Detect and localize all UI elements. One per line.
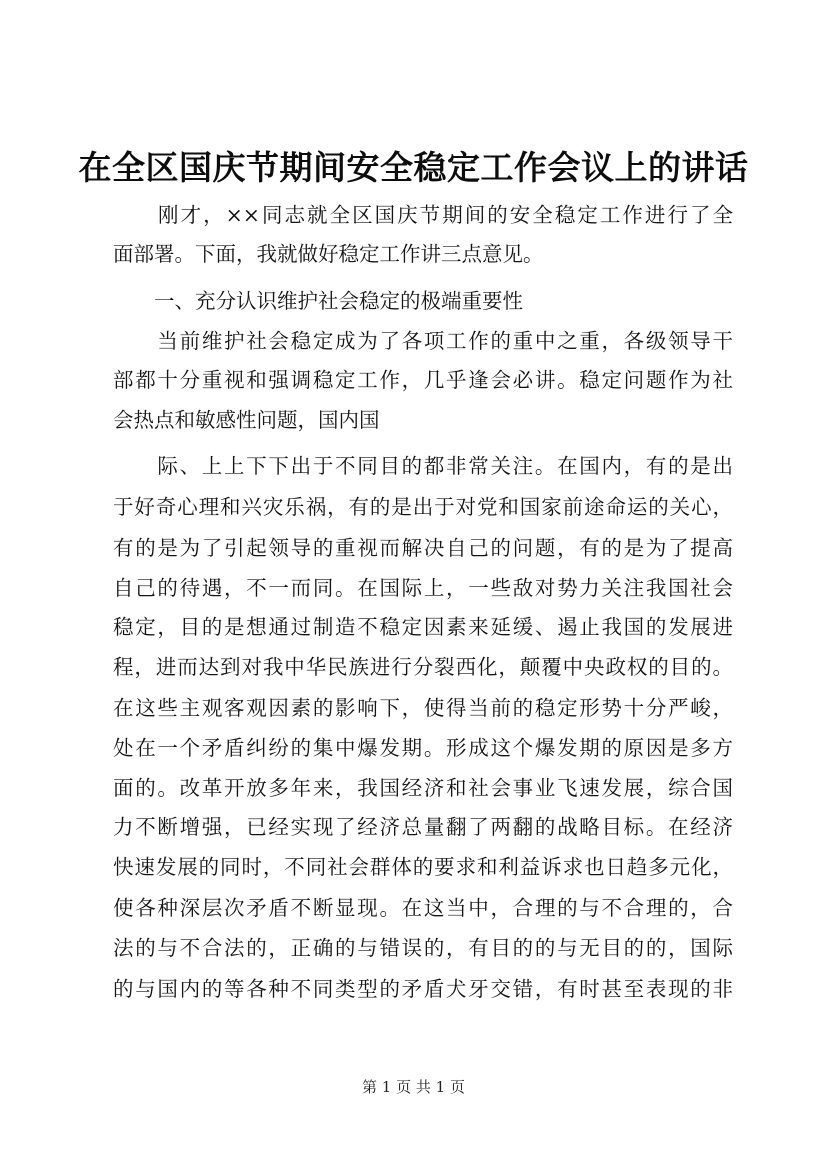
body-line: 会热点和敏感性问题，国内国 bbox=[113, 408, 380, 432]
body-line: 于好奇心理和兴灾乐祸，有的是出于对党和国家前途命运的关心， bbox=[113, 495, 733, 519]
body-line: 力不断增强，已经实现了经济总量翻了两翻的战略目标。在经济 bbox=[113, 815, 733, 839]
body-line: 法的与不合法的，正确的与错误的，有目的的与无目的的，国际 bbox=[113, 936, 733, 960]
body-line: 自己的待遇，不一而同。在国际上，一些敌对势力关注我国社会 bbox=[113, 576, 733, 600]
body-line: 使各种深层次矛盾不断显现。在这当中，合理的与不合理的，合 bbox=[113, 896, 733, 920]
body-line: 处在一个矛盾纠纷的集中爆发期。形成这个爆发期的原因是多方 bbox=[113, 736, 733, 760]
body-line: 刚才，××同志就全区国庆节期间的安全稳定工作进行了全 bbox=[113, 203, 733, 227]
body-line: 际、上上下下出于不同目的都非常关注。在国内，有的是出 bbox=[113, 454, 733, 478]
section-heading: 一、充分认识维护社会稳定的极端重要性 bbox=[113, 289, 523, 313]
body-line: 稳定，目的是想通过制造不稳定因素来延缓、遏止我国的发展进 bbox=[113, 615, 733, 639]
body-line: 面的。改革开放多年来，我国经济和社会事业飞速发展，综合国 bbox=[113, 776, 733, 800]
body-line: 快速发展的同时，不同社会群体的要求和利益诉求也日趋多元化， bbox=[113, 855, 733, 879]
body-line: 部都十分重视和强调稳定工作，几乎逢会必讲。稳定问题作为社 bbox=[113, 368, 733, 392]
body-line: 的与国内的等各种不同类型的矛盾犬牙交错，有时甚至表现的非 bbox=[113, 977, 733, 1001]
body-line: 程，进而达到对我中华民族进行分裂西化，颠覆中央政权的目的。 bbox=[113, 655, 733, 679]
page-number-footer: 第 1 页 共 1 页 bbox=[362, 1078, 465, 1096]
body-line: 有的是为了引起领导的重视而解决自己的问题，有的是为了提高 bbox=[113, 536, 733, 560]
page-title: 在全区国庆节期间安全稳定工作会议上的讲话 bbox=[78, 148, 749, 187]
body-line: 当前维护社会稳定成为了各项工作的重中之重，各级领导干 bbox=[113, 329, 733, 353]
body-line: 面部署。下面，我就做好稳定工作讲三点意见。 bbox=[113, 242, 544, 266]
body-line: 在这些主观客观因素的影响下，使得当前的稳定形势十分严峻， bbox=[113, 696, 733, 720]
